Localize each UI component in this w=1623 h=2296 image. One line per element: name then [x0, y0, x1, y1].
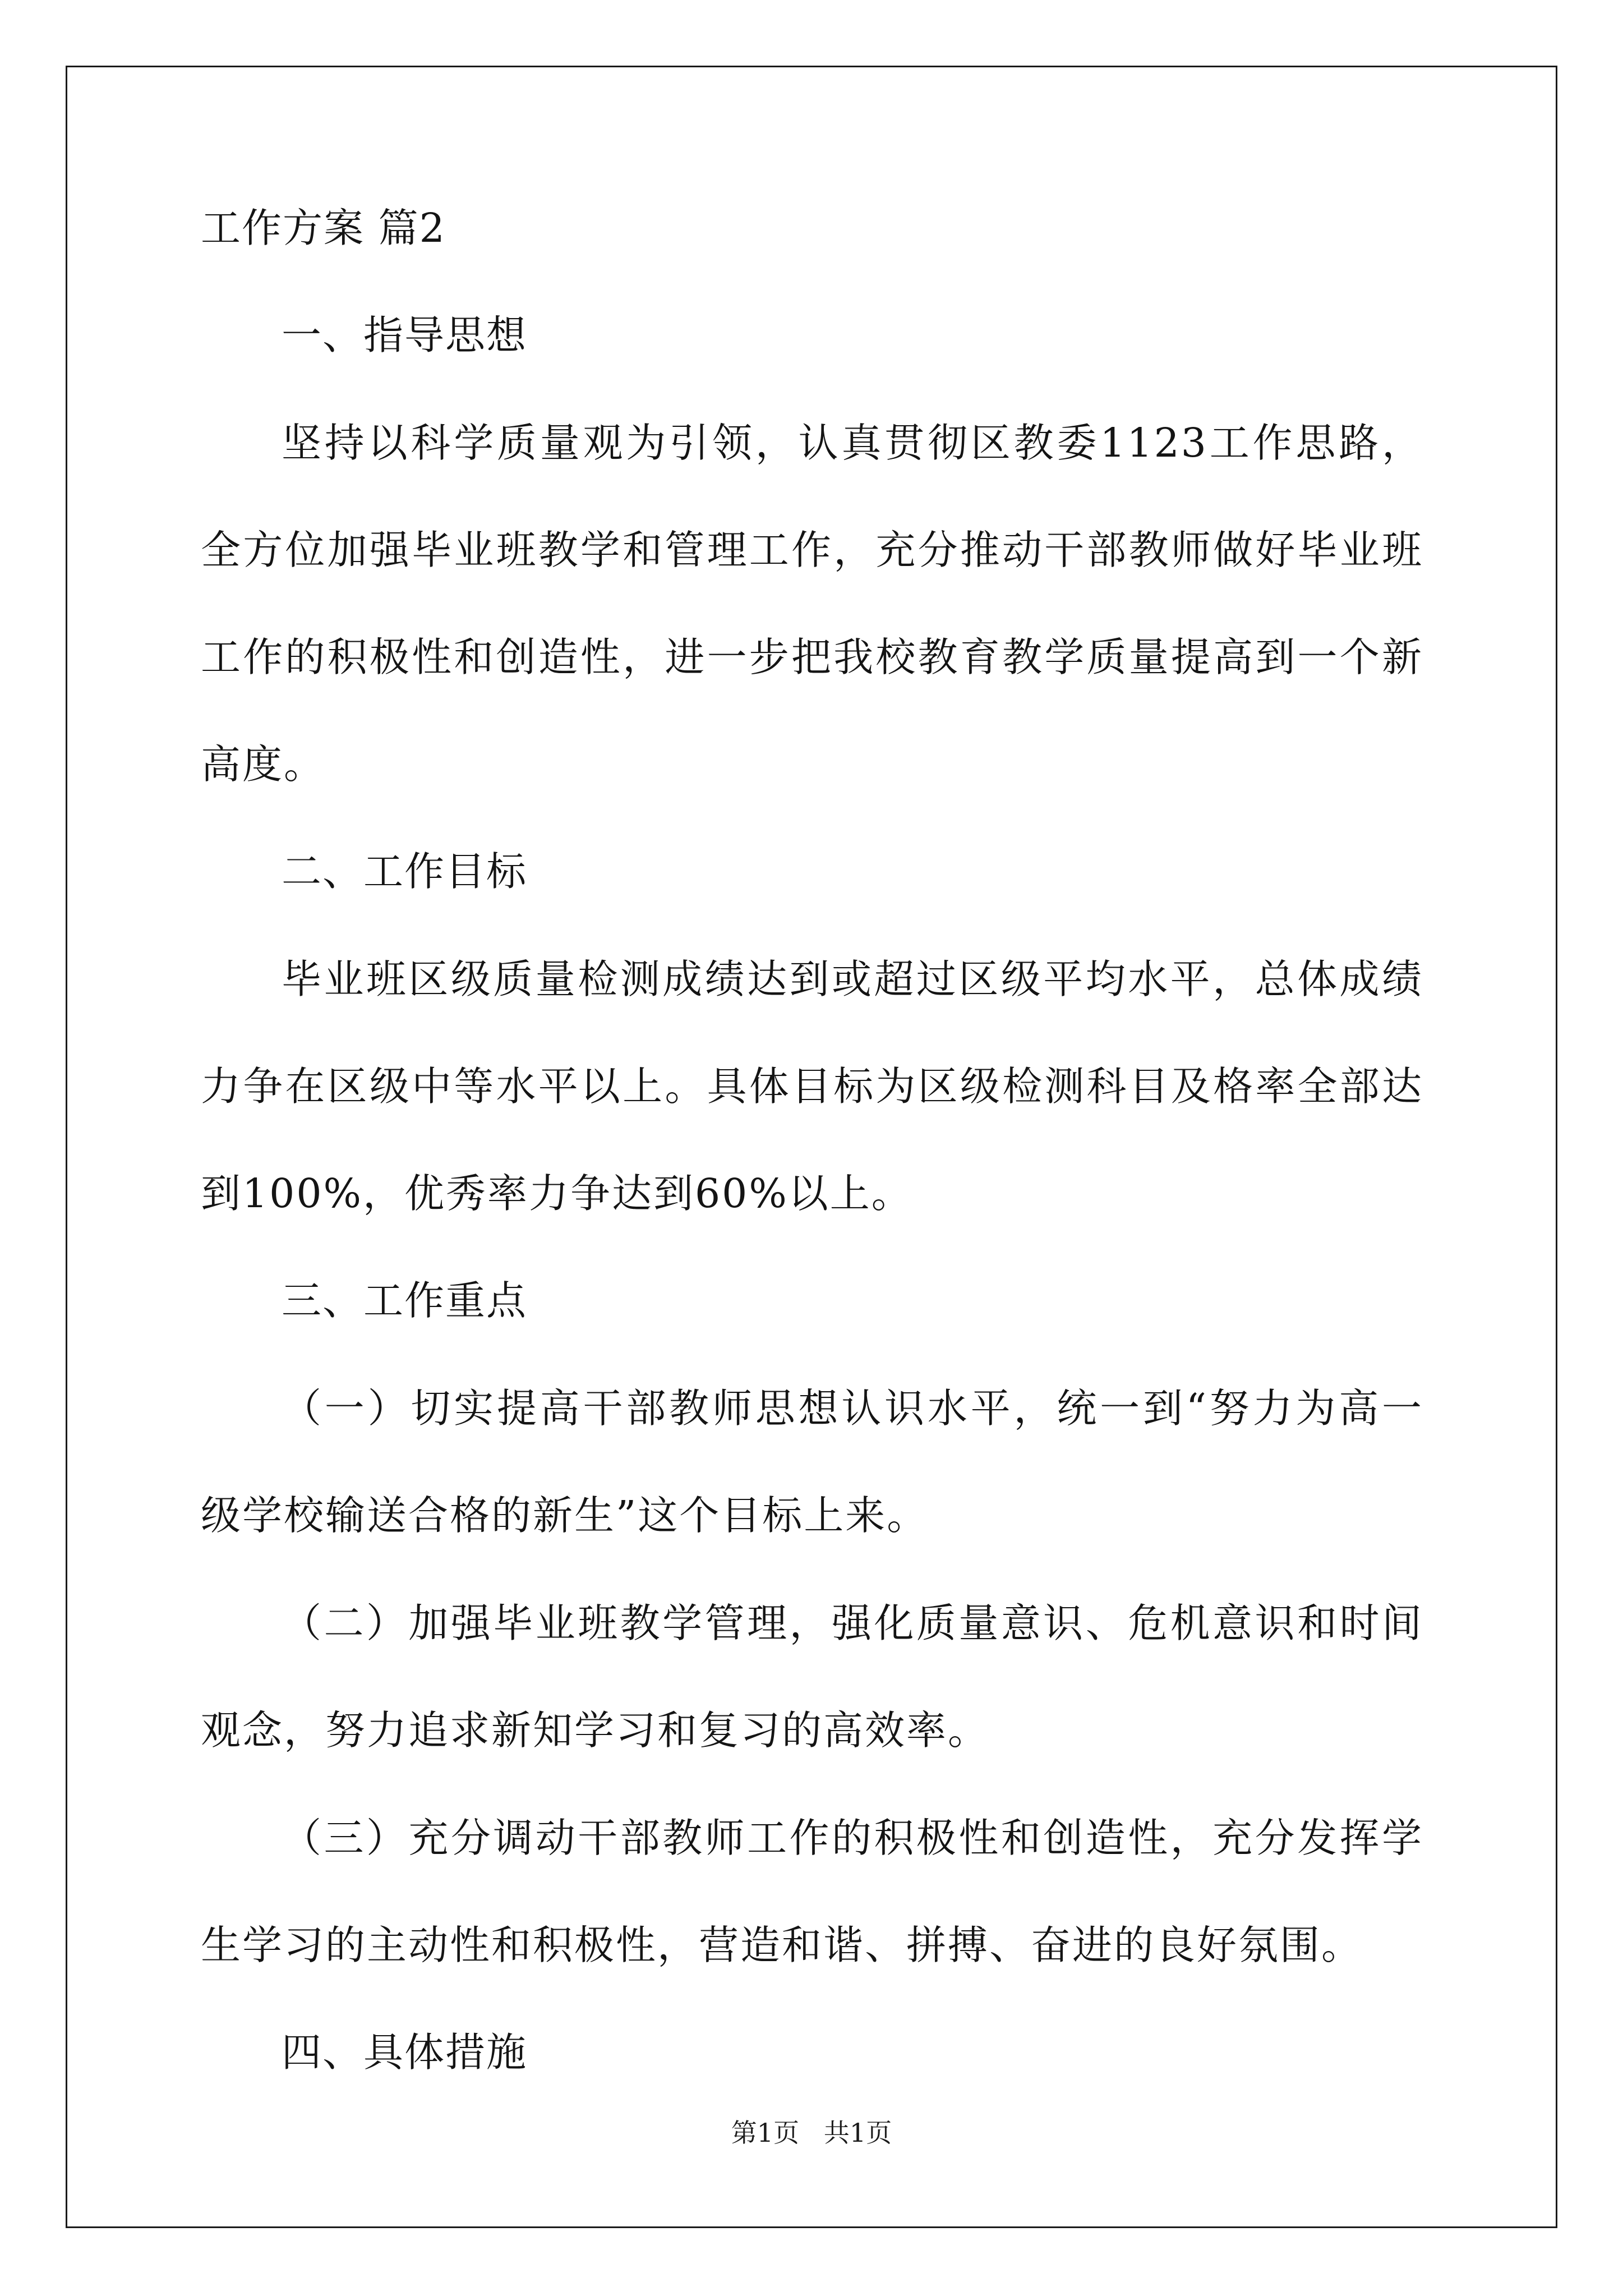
- page-footer: 第1页 共1页: [731, 2118, 892, 2148]
- paragraph-focus-item-1: （一）切实提高干部教师思想认识水平，统一到“努力为高一级学校输送合格的新生”这个目标上来。: [201, 1385, 1423, 1539]
- section-heading-work-focus: 三、工作重点: [282, 1277, 528, 1324]
- section-heading-guiding-ideology: 一、指导思想: [282, 312, 528, 358]
- paragraph-focus-item-2: （二）加强毕业班教学管理，强化质量意识、危机意识和时间观念，努力追求新知学习和复习的高效率。: [201, 1600, 1423, 1754]
- paragraph-work-goals: 毕业班区级质量检测成绩达到或超过区级平均水平，总体成绩力争在区级中等水平以上。具体目标为区级检测科目及格率全部达到100%，优秀率力争达到60%以上。: [201, 956, 1423, 1217]
- document-title: 工作方案 篇2: [201, 205, 446, 251]
- paragraph-guiding-ideology: 坚持以科学质量观为引领，认真贯彻区教委1123工作思路，全方位加强毕业班教学和管理工作，充分推动干部教师做好毕业班工作的积极性和创造性，进一步把我校教育教学质量提高到一个新高度。: [201, 420, 1423, 788]
- paragraph-focus-item-3: （三）充分调动干部教师工作的积极性和创造性，充分发挥学生学习的主动性和积极性，营造和谐、拼搏、奋进的良好氛围。: [201, 1815, 1423, 1968]
- section-heading-work-goals: 二、工作目标: [282, 848, 528, 895]
- section-heading-specific-measures: 四、具体措施: [282, 2029, 528, 2076]
- document-body: [201, 202, 1423, 2133]
